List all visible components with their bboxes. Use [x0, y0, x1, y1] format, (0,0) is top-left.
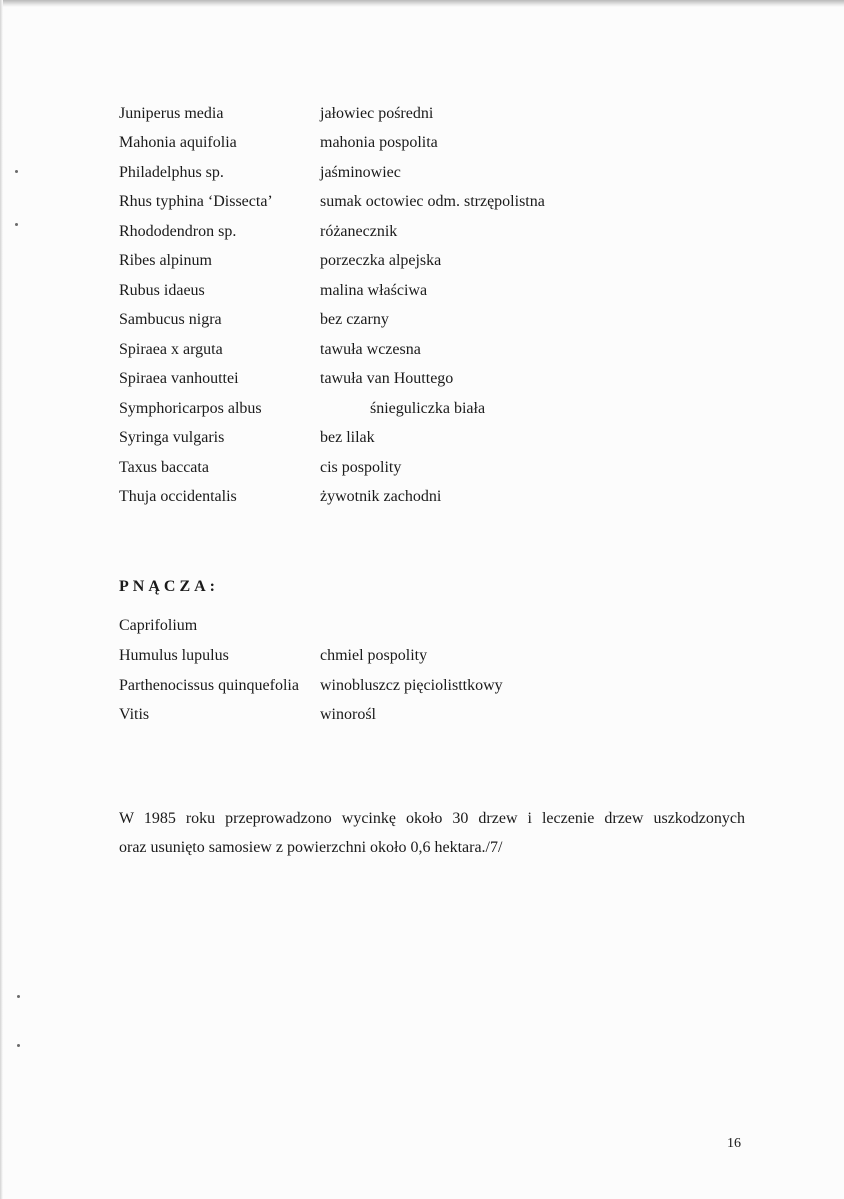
- latin-name: Parthenocissus quinquefolia: [119, 677, 299, 694]
- page-number: 16: [727, 1136, 741, 1151]
- latin-name: Humulus lupulus: [119, 647, 229, 664]
- body-paragraph: [119, 804, 745, 862]
- latin-name: Rhus typhina ‘Dissecta’: [119, 193, 273, 210]
- scan-left-edge: [0, 0, 3, 1199]
- latin-name: Philadelphus sp.: [119, 164, 224, 181]
- polish-name: mahonia pospolita: [320, 134, 438, 151]
- polish-name: chmiel pospolity: [320, 647, 428, 664]
- scan-speck: [15, 223, 18, 226]
- latin-name: Sambucus nigra: [119, 311, 222, 328]
- latin-name: Vitis: [119, 706, 150, 723]
- scan-speck: [17, 1044, 20, 1047]
- polish-name: jaśminowiec: [320, 164, 401, 181]
- polish-name: bez lilak: [320, 429, 375, 446]
- latin-name: Mahonia aquifolia: [119, 134, 237, 151]
- section-heading-climbers: PNĄCZA:: [119, 578, 219, 595]
- latin-name: Spiraea x arguta: [119, 341, 223, 358]
- latin-name: Thuja occidentalis: [119, 488, 237, 505]
- paragraph-line: oraz usunięto samosiew z powierzchni około 0,6 hektara./7/: [119, 839, 503, 856]
- polish-name: jałowiec pośredni: [320, 105, 434, 122]
- polish-name: bez czarny: [320, 311, 389, 328]
- paragraph-line: W 1985 roku przeprowadzono wycinkę około 30 drzew i leczenie drzew uszkodzonych: [119, 810, 745, 827]
- polish-name: malina właściwa: [320, 282, 428, 299]
- polish-name: różanecznik: [320, 223, 398, 240]
- latin-name: Symphoricarpos albus: [119, 400, 262, 417]
- latin-name: Taxus baccata: [119, 459, 209, 476]
- polish-name: winobluszcz pięciolisttkowy: [320, 677, 503, 694]
- latin-name: Spiraea vanhouttei: [119, 370, 239, 387]
- polish-name: sumak octowiec odm. strzępolistna: [320, 193, 545, 210]
- latin-name: Syringa vulgaris: [119, 429, 225, 446]
- scan-speck: [17, 995, 20, 998]
- polish-name: winorośl: [320, 706, 376, 723]
- latin-name: Rhododendron sp.: [119, 223, 237, 240]
- scan-top-edge: [0, 0, 844, 7]
- polish-name: żywotnik zachodni: [320, 488, 442, 505]
- latin-name: Ribes alpinum: [119, 252, 212, 269]
- scan-speck: [15, 170, 18, 173]
- polish-name: tawuła van Houttego: [320, 370, 454, 387]
- polish-name: porzeczka alpejska: [320, 252, 442, 269]
- polish-name: cis pospolity: [320, 459, 402, 476]
- polish-name: śnieguliczka biała: [370, 400, 486, 417]
- latin-name: Caprifolium: [119, 617, 198, 634]
- latin-name: Rubus idaeus: [119, 282, 205, 299]
- latin-name: Juniperus media: [119, 105, 224, 122]
- polish-name: tawuła wczesna: [320, 341, 421, 358]
